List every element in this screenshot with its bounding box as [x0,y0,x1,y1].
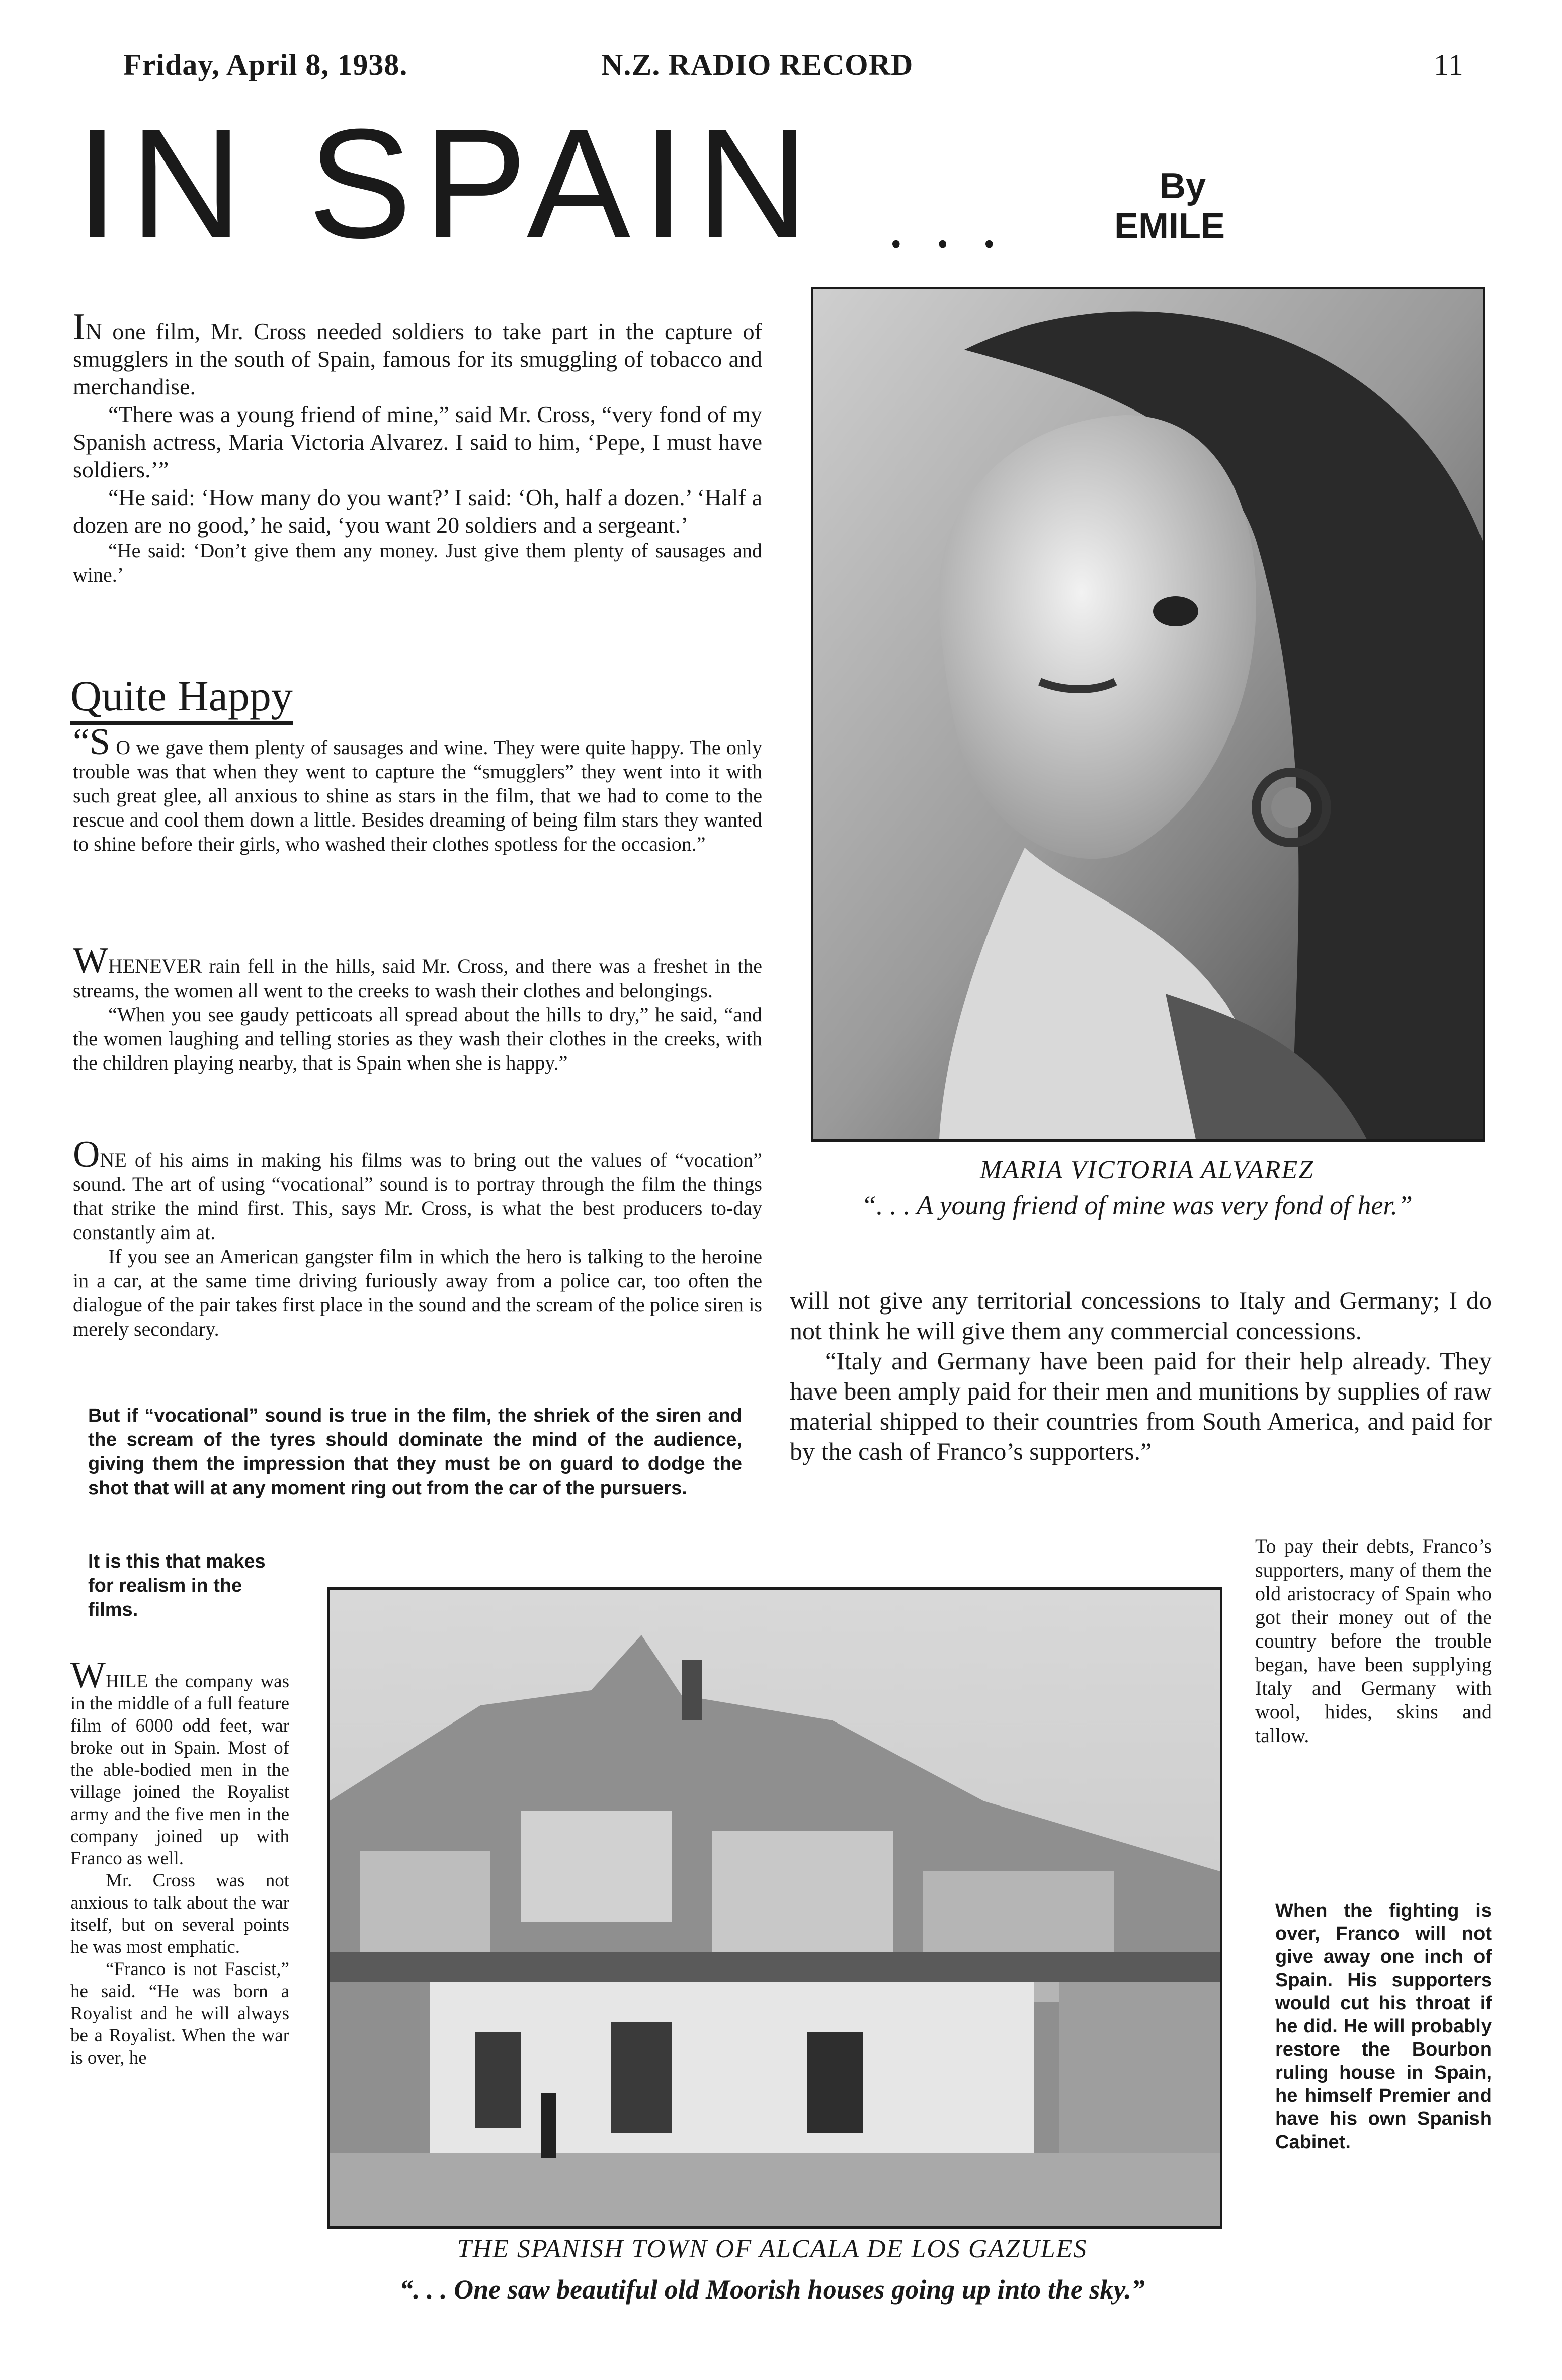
portrait-image [813,289,1483,1139]
page-number: 11 [1434,48,1464,81]
rain-drop-cap: W [73,940,108,981]
bold-paragraph: But if “vocational” sound is true in the film, the shriek of the siren and the scream of the tyres should dominate the mind of the audience, giving them the impression that they must be on guard to dodge the shot that will at any moment ring out from the car of the pursuers. [88,1405,742,1499]
issue-date: Friday, April 8, 1938. [123,48,408,81]
intro-paragraph-4: “He said: ‘Don’t give them any money. Just give them plenty of sausages and wine.’ [73,539,762,586]
while-paragraph-3: “Franco is not Fascist,” he said. “He was born a Royalist and he will always be a Royalist. When the war is over, he [70,1959,289,2068]
aims-paragraph-2: If you see an American gangster film in which the hero is talking to the heroine in a car, at the same time driving furiously away from a police car, too often the dialogue of the pair takes first place in the sound and the scream of the police siren is merely secondary. [73,1245,762,1340]
column-two-paragraph-2: “Italy and Germany have been paid for their help already. They have been amply paid for their men and munitions by supplies of raw material shipped to their countries from South America, and paid for by the cash of Franco’s supporters.” [790,1347,1492,1465]
intro-drop-cap: I [73,306,86,348]
byline [1114,166,1225,247]
subheading: Quite Happy [70,672,293,725]
byline-by: By [1160,166,1206,206]
intro-section [73,306,762,587]
while-paragraph-2: Mr. Cross was not anxious to talk about the war itself, but on several points he was most emphatic. [70,1870,289,1957]
article-title: IN SPAIN [75,96,820,271]
portrait-caption-quote: “. . . A young friend of mine was very fond of her.” [861,1190,1413,1220]
portrait-caption-name: MARIA VICTORIA ALVAREZ [979,1156,1314,1184]
happy-paragraph: O we gave them plenty of sausages and wine. They were quite happy. The only trouble was that when they went to capture the “smugglers” they went into it with such great glee, all anxious to shine as stars in the film, that we had to come to the rescue and cool them down a little. Besides dreaming of being film stars they wanted to shine before their girls, who washed their clothes spotless for the occasion.” [73,736,763,855]
aims-paragraph-1: NE of his aims in making his films was to bring out the values of “vocation” sound. The art of using “vocational” sound is to portray through the film the things that strike the mind first. This, says Mr. Cross, is what the best producers to-day constantly aim at. [73,1148,762,1244]
byline-author: EMILE [1114,206,1225,247]
intro-paragraph-1: N one film, Mr. Cross needed soldiers to take part in the capture of smugglers in the south of Spain, famous for its smuggling of tobacco and merchandise. [73,318,762,399]
column-two-paragraph-1: will not give any territorial concessions to Italy and Germany; I do not think he will give them any commercial concessions. [790,1286,1492,1345]
debts-paragraph: To pay their debts, Franco’s supporters, many of them the old aristocracy of Spain who got their money out of the country before the trouble began, have been supplying Italy and Germany with wool, hides, skins and tallow. [1255,1535,1492,1747]
while-paragraph-1: HILE the company was in the middle of a full feature film of 6000 odd feet, war broke out in Spain. Most of the able-bodied men in the village joined the Royalist army and the five men in the company joined up with Franco as well. [70,1671,289,1869]
aims-section [73,1134,762,1341]
rain-paragraph-1: HENEVER rain fell in the hills, said Mr. Cross, and there was a freshet in the streams, the women all went to the creeks to wash their clothes and belongings. [73,955,762,1002]
town-image [330,1590,1220,2226]
intro-paragraph-3: “He said: ‘How many do you want?’ I said: ‘Oh, half a dozen.’ ‘Half a dozen are no good,’ he said, ‘you want 20 soldiers and a sergeant.’ [73,484,762,538]
bold-paragraph-tail: It is this that makes for realism in the films. [88,1551,266,1620]
fighting-paragraph: When the fighting is over, Franco will not give away one inch of Spain. His supporters would cut his throat if he did. He will probably restore the Bourbon ruling house in Spain, he himself Premier and have his own Spanish Cabinet. [1275,1900,1492,2153]
happy-drop-cap: “S [73,721,110,763]
town-caption-name: THE SPANISH TOWN OF ALCALA DE LOS GAZULES [457,2235,1088,2263]
town-photo [327,1587,1222,2229]
happy-section [73,721,763,856]
rain-paragraph-2: “When you see gaudy petticoats all spread about the hills to dry,” he said, “and the women laughing and telling stories as they wash their clothes in the creeks, with the children playing nearby, that is Spain when she is happy.” [73,1003,762,1074]
column-two [790,1285,1492,1466]
town-caption-quote: “. . . One saw beautiful old Moorish houses going up into the sky.” [399,2274,1145,2305]
publication-name: N.Z. RADIO RECORD [601,48,914,81]
title-ellipsis: ... [890,207,1030,257]
intro-paragraph-2: “There was a young friend of mine,” said Mr. Cross, “very fond of my Spanish actress, Maria Victoria Alvarez. I said to him, ‘Pepe, I must have soldiers.’” [73,401,762,482]
while-drop-cap: W [70,1655,106,1696]
rain-section [73,940,762,1075]
while-section [70,1655,289,2069]
portrait-photo [811,287,1485,1142]
aims-drop-cap: O [73,1134,100,1175]
